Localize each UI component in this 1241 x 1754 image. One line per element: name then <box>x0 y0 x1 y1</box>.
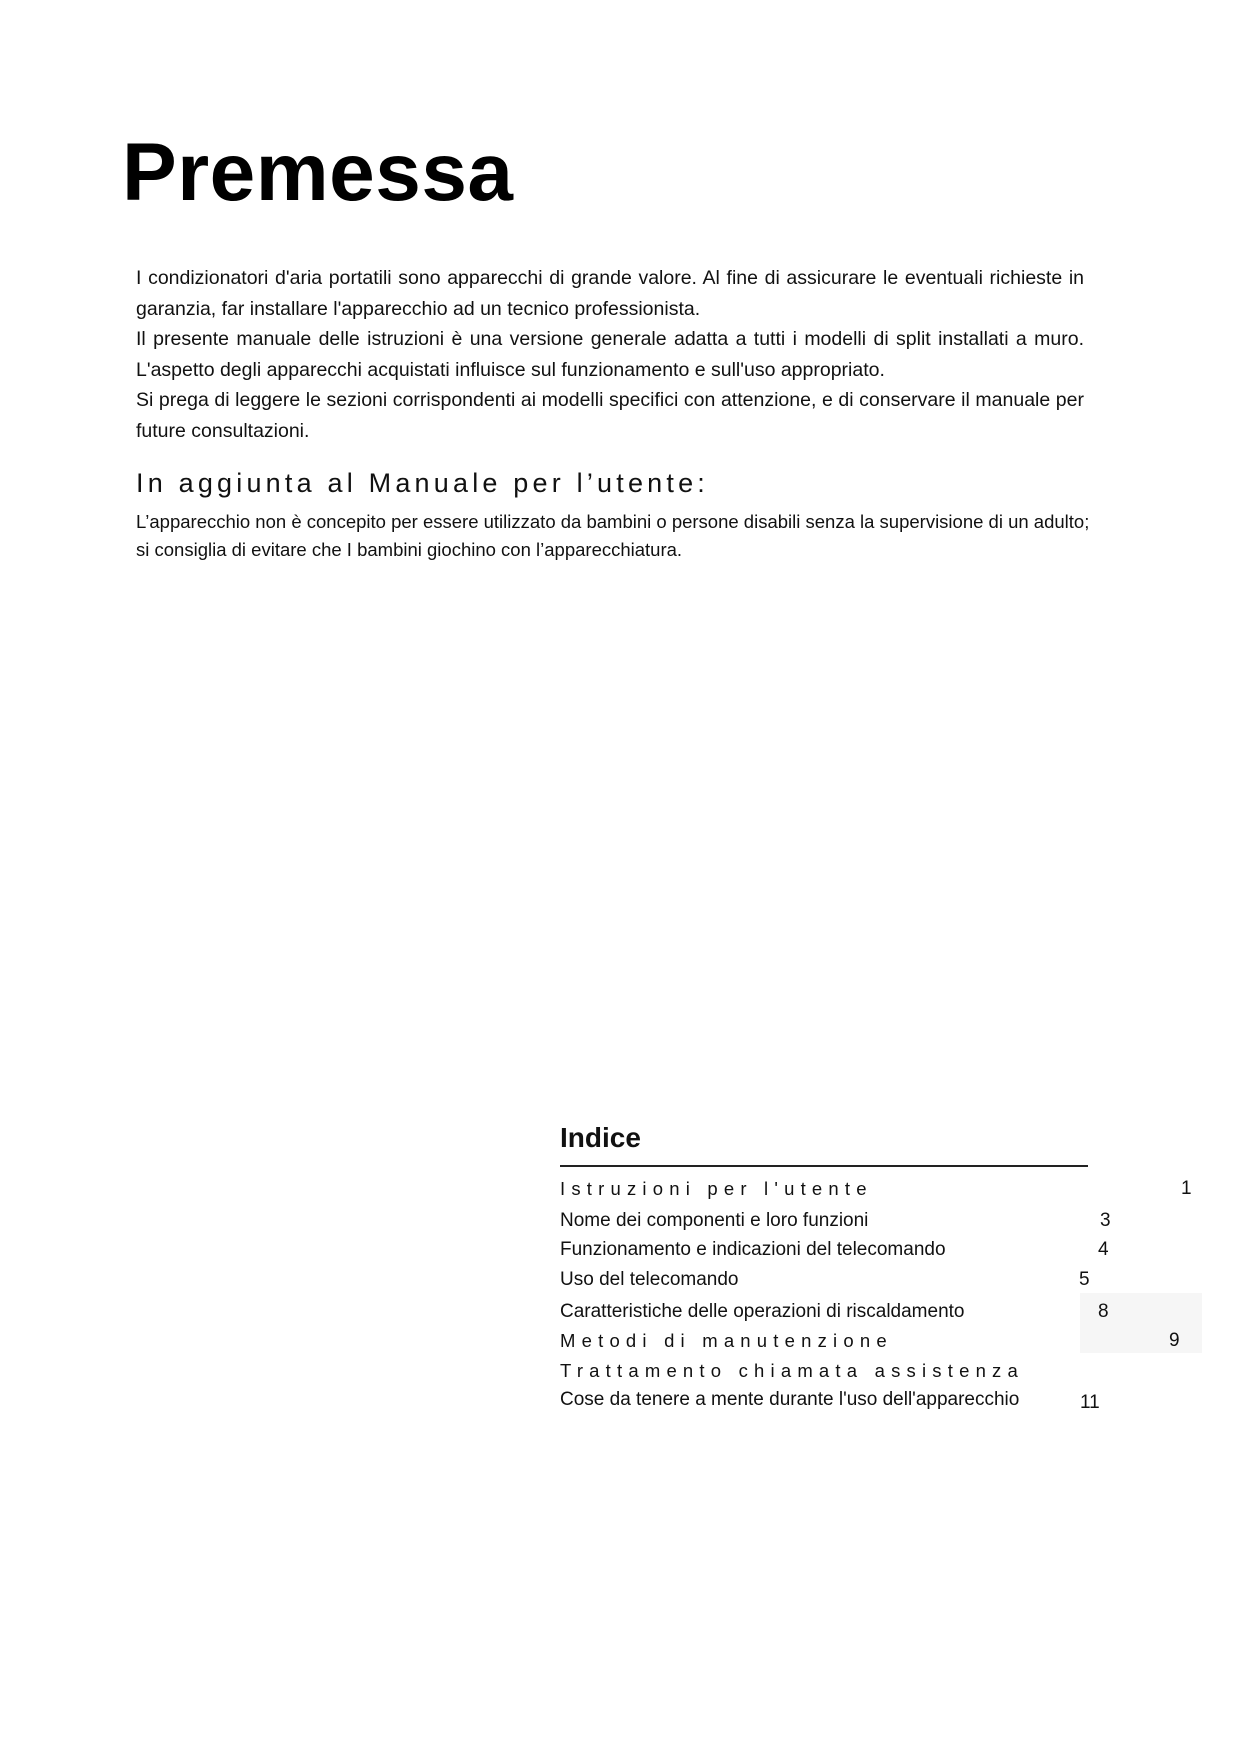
intro-section <box>136 263 1084 446</box>
toc-entry-label[interactable]: Nome dei componenti e loro funzioni <box>560 1210 869 1231</box>
toc-entry-label[interactable]: Funzionamento e indicazioni del telecomando <box>560 1239 946 1260</box>
intro-paragraph-manual-scope: Il presente manuale delle istruzioni è una versione generale adatta a tutti i modelli di split installati a muro. L'aspetto degli apparecchi acquistati influisce sul funzionamento e sull'uso appropriato. <box>136 328 1084 381</box>
toc-divider <box>560 1165 1088 1167</box>
toc-entry-page: 9 <box>1169 1330 1180 1351</box>
toc-entry-label[interactable]: Cose da tenere a mente durante l'uso dell'apparecchio <box>560 1389 1020 1410</box>
toc-entry-label[interactable]: Trattamento chiamata assistenza <box>560 1360 1024 1381</box>
toc-entry-page: 4 <box>1098 1239 1109 1260</box>
intro-paragraph-warranty: I condizionatori d'aria portatili sono apparecchi di grande valore. Al fine di assicurare le eventuali richieste in garanzia, far installare l'apparecchio ad un tecnico professionista. <box>136 267 1084 320</box>
toc-entry-label[interactable]: Caratteristiche delle operazioni di riscaldamento <box>560 1301 965 1322</box>
page-title: Premessa <box>122 127 514 218</box>
toc-entry-page: 3 <box>1100 1210 1111 1231</box>
table-of-contents <box>560 1124 1210 1424</box>
toc-entry-page: 1 <box>1181 1178 1192 1199</box>
toc-entry-page: 5 <box>1079 1269 1090 1290</box>
toc-entry-label[interactable]: Metodi di manutenzione <box>560 1330 893 1351</box>
toc-entry-label[interactable]: Istruzioni per l'utente <box>560 1178 873 1199</box>
toc-entry-page: 8 <box>1098 1301 1109 1322</box>
toc-entry-page: 11 <box>1080 1392 1100 1413</box>
toc-title: Indice <box>560 1122 641 1153</box>
toc-entry-label[interactable]: Uso del telecomando <box>560 1269 739 1290</box>
addendum-heading: In aggiunta al Manuale per l’utente: <box>136 468 709 498</box>
addendum-text: L’apparecchio non è concepito per essere utilizzato da bambini o persone disabili senza la supervisione di un adulto; si consiglia di evitare che I bambini giochino con l’apparecchiatura. <box>136 511 1090 560</box>
intro-paragraph-reading-advice: Si prega di leggere le sezioni corrispondenti ai modelli specifici con attenzione, e di conservare il manuale per future consultazioni. <box>136 389 1084 442</box>
